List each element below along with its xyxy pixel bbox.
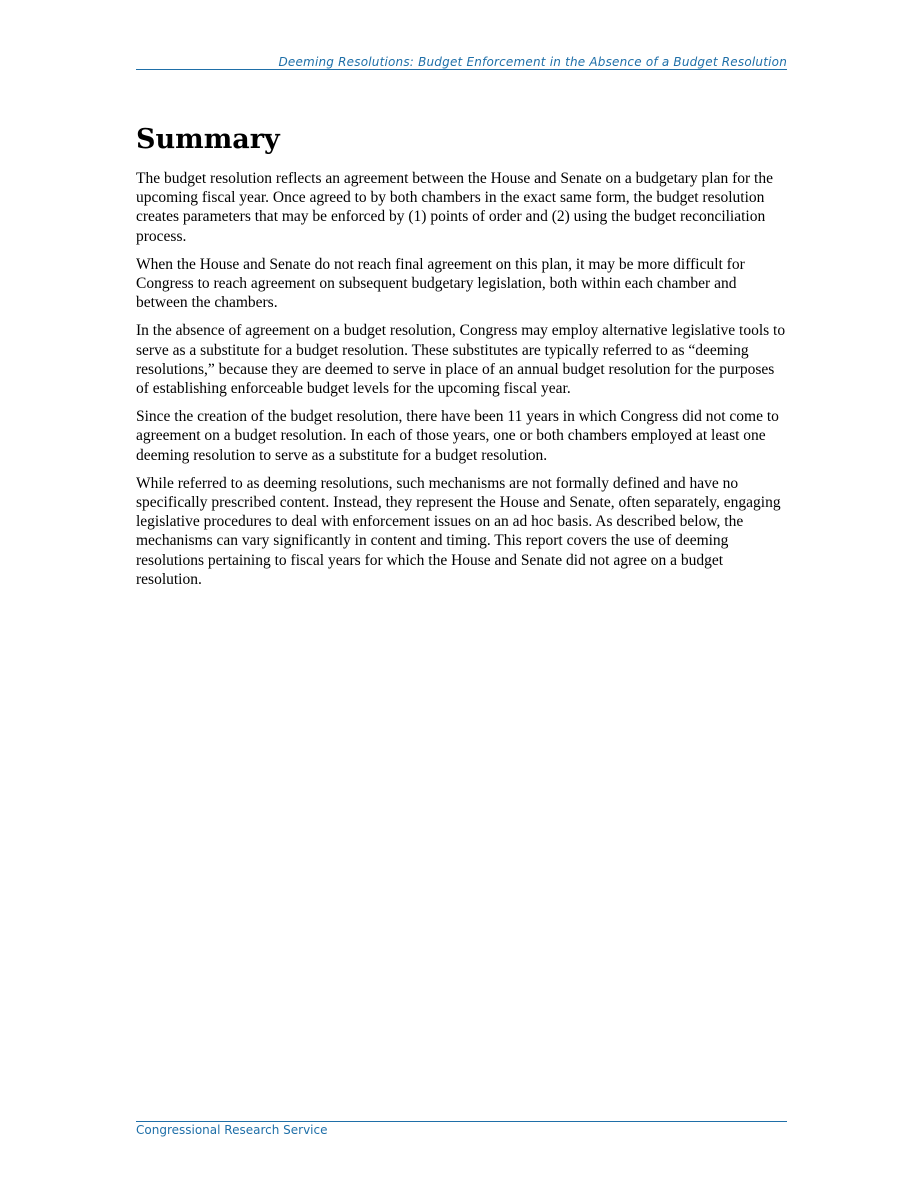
header-divider <box>136 69 787 70</box>
footer-organization: Congressional Research Service <box>136 1123 328 1137</box>
summary-body <box>136 169 788 598</box>
page-title: Summary <box>136 124 280 155</box>
summary-paragraph: While referred to as deeming resolutions, such mechanisms are not formally defined and have no specifically prescribed content. Instead, they represent the House and Senate, often separately, engaging legislative procedures to deal with enforcement issues on an ad hoc basis. As described below, the mechanisms can vary significantly in content and timing. This report covers the use of deeming resolutions pertaining to fiscal years for which the House and Senate did not agree on a budget resolution. <box>136 474 781 588</box>
summary-paragraph: In the absence of agreement on a budget resolution, Congress may employ alternative legislative tools to serve as a substitute for a budget resolution. These substitutes are typically referred to as “deeming resolutions,” because they are deemed to serve in place of an annual budget resolution for the purposes of establishing enforceable budget levels for the upcoming fiscal year. <box>136 322 786 398</box>
running-header-title: Deeming Resolutions: Budget Enforcement in the Absence of a Budget Resolution <box>278 55 787 69</box>
footer-divider <box>136 1121 787 1122</box>
summary-paragraph: Since the creation of the budget resolution, there have been 11 years in which Congress did not come to agreement on a budget resolution. In each of those years, one or both chambers employed at least one deeming resolution to serve as a substitute for a budget resolution. <box>136 408 779 464</box>
summary-paragraph: When the House and Senate do not reach final agreement on this plan, it may be more difficult for Congress to reach agreement on subsequent budgetary legislation, both within each chamber and between the chambers. <box>136 255 745 312</box>
summary-paragraph: The budget resolution reflects an agreement between the House and Senate on a budgetary plan for the upcoming fiscal year. Once agreed to by both chambers in the exact same form, the budget resolution creates parameters that may be enforced by (1) points of order and (2) using the budget reconciliation process. <box>136 170 773 245</box>
